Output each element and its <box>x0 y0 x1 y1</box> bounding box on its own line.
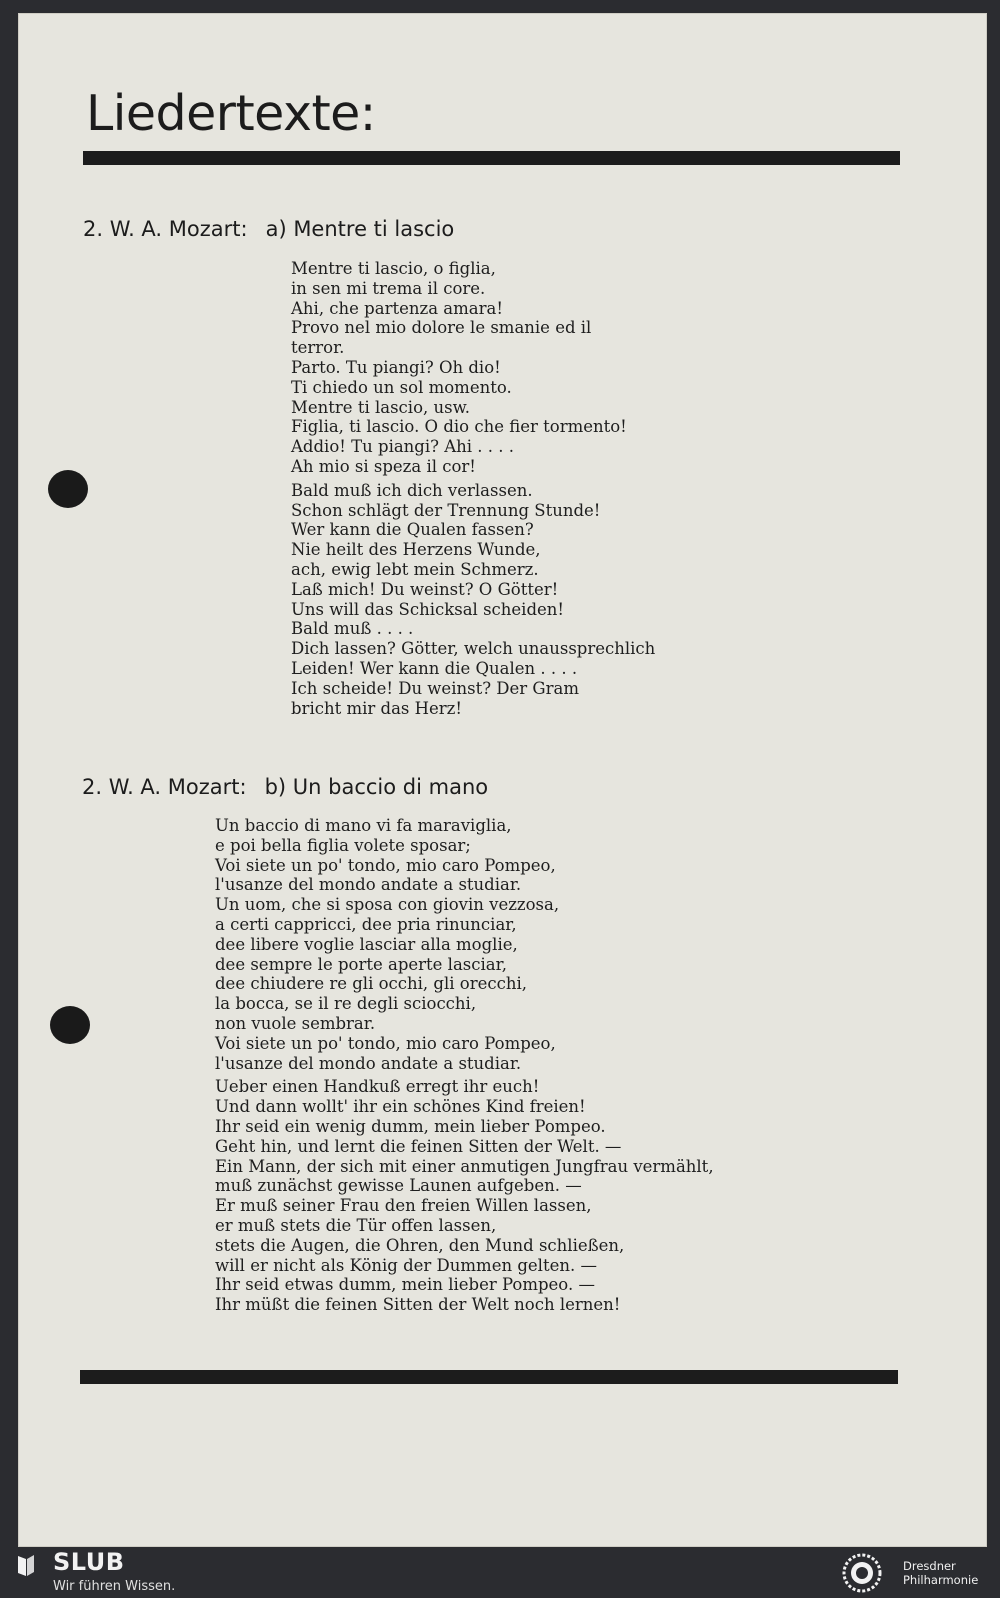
song-title <box>82 775 488 799</box>
lyric-line: will er nicht als König der Dummen gelten. — <box>215 1255 597 1275</box>
philharmonie-star-icon <box>842 1553 882 1593</box>
lyric-line: e poi bella figlia volete sposar; <box>215 835 471 855</box>
partner-name-line1: Dresdner <box>903 1559 956 1573</box>
song-lyrics <box>291 259 655 718</box>
lyric-line: Ahi, che partenza amara! <box>291 298 503 318</box>
lyric-stanza <box>215 1077 714 1315</box>
lyric-line: er muß stets die Tür offen lassen, <box>215 1215 497 1235</box>
lyric-line: stets die Augen, die Ohren, den Mund schließen, <box>215 1235 625 1255</box>
library-tagline: Wir führen Wissen. <box>53 1579 176 1594</box>
page-heading: Liedertexte: <box>86 85 376 142</box>
lyric-line: Geht hin, und lernt die feinen Sitten der Welt. — <box>215 1136 622 1156</box>
lyric-line: Ein Mann, der sich mit einer anmutigen Jungfrau vermählt, <box>215 1156 714 1176</box>
song-composer: 2. W. A. Mozart: <box>83 217 248 241</box>
punch-hole <box>50 1006 90 1044</box>
lyric-line: Mentre ti lascio, usw. <box>291 397 470 417</box>
library-name: SLUB <box>53 1548 125 1576</box>
lyric-line: Schon schlägt der Trennung Stunde! <box>291 500 601 520</box>
lyric-line: Nie heilt des Herzens Wunde, <box>291 540 541 560</box>
lyric-line: Er muß seiner Frau den freien Willen lassen, <box>215 1196 592 1216</box>
lyric-line: bricht mir das Herz! <box>291 698 463 718</box>
lyric-line: Ich scheide! Du weinst? Der Gram <box>291 678 579 698</box>
lyric-line: Ihr seid ein wenig dumm, mein lieber Pompeo. <box>215 1116 606 1136</box>
lyric-line: muß zunächst gewisse Launen aufgeben. — <box>215 1176 582 1196</box>
punch-hole <box>48 470 88 508</box>
bottom-divider-rule <box>80 1370 898 1384</box>
lyric-line: non vuole sembrar. <box>215 1013 376 1033</box>
lyric-line: Provo nel mio dolore le smanie ed il <box>291 318 592 338</box>
song-name: b) Un baccio di mano <box>264 775 489 799</box>
lyric-line: Uns will das Schicksal scheiden! <box>291 599 565 619</box>
viewer-footer <box>0 1547 1000 1598</box>
lyric-line: Und dann wollt' ihr ein schönes Kind freien! <box>215 1097 586 1117</box>
lyric-line: Ah mio si speza il cor! <box>291 456 476 476</box>
lyric-line: terror. <box>291 338 345 358</box>
lyric-line: dee sempre le porte aperte lasciar, <box>215 954 507 974</box>
lyric-line: Voi siete un po' tondo, mio caro Pompeo, <box>215 855 556 875</box>
slub-book-icon <box>16 1553 36 1577</box>
lyric-stanza <box>291 259 655 477</box>
lyric-line: l'usanze del mondo andate a studiar. <box>215 875 522 895</box>
lyric-stanza <box>291 481 655 719</box>
lyric-line: Bald muß ich dich verlassen. <box>291 480 533 500</box>
lyric-stanza <box>215 816 714 1073</box>
top-divider-rule <box>83 151 900 165</box>
song-title <box>83 217 454 241</box>
lyric-line: Laß mich! Du weinst? O Götter! <box>291 579 559 599</box>
lyric-line: Ti chiedo un sol momento. <box>291 377 512 397</box>
partner-name-line2: Philharmonie <box>903 1573 979 1587</box>
lyric-line: Un baccio di mano vi fa maraviglia, <box>215 816 512 835</box>
lyric-line: Parto. Tu piangi? Oh dio! <box>291 357 501 377</box>
lyric-line: in sen mi trema il core. <box>291 278 486 298</box>
lyric-line: dee chiudere re gli occhi, gli orecchi, <box>215 974 527 994</box>
lyric-line: Wer kann die Qualen fassen? <box>291 520 534 540</box>
lyric-line: Ihr seid etwas dumm, mein lieber Pompeo. — <box>215 1275 595 1295</box>
lyric-line: a certi cappricci, dee pria rinunciar, <box>215 914 517 934</box>
song-lyrics <box>215 816 714 1315</box>
lyric-line: Leiden! Wer kann die Qualen . . . . <box>291 658 578 678</box>
lyric-line: l'usanze del mondo andate a studiar. <box>215 1053 522 1073</box>
lyric-line: Figlia, ti lascio. O dio che fier tormento! <box>291 417 627 437</box>
lyric-line: Bald muß . . . . <box>291 619 414 639</box>
lyric-line: Mentre ti lascio, o figlia, <box>291 259 496 278</box>
lyric-line: ach, ewig lebt mein Schmerz. <box>291 559 539 579</box>
partner-name <box>903 1559 978 1587</box>
lyric-line: Voi siete un po' tondo, mio caro Pompeo, <box>215 1033 556 1053</box>
lyric-line: Addio! Tu piangi? Ahi . . . . <box>291 437 515 457</box>
song-composer: 2. W. A. Mozart: <box>82 775 247 799</box>
lyric-line: la bocca, se il re degli sciocchi, <box>215 994 477 1014</box>
lyric-line: Ueber einen Handkuß erregt ihr euch! <box>215 1077 540 1097</box>
lyric-line: Dich lassen? Götter, welch unaussprechlich <box>291 639 656 659</box>
song-name: a) Mentre ti lascio <box>265 217 455 241</box>
lyric-line: Un uom, che si sposa con giovin vezzosa, <box>215 895 560 915</box>
program-page <box>18 13 987 1547</box>
lyric-line: Ihr müßt die feinen Sitten der Welt noch lernen! <box>215 1295 621 1315</box>
lyric-line: dee libere voglie lasciar alla moglie, <box>215 934 518 954</box>
